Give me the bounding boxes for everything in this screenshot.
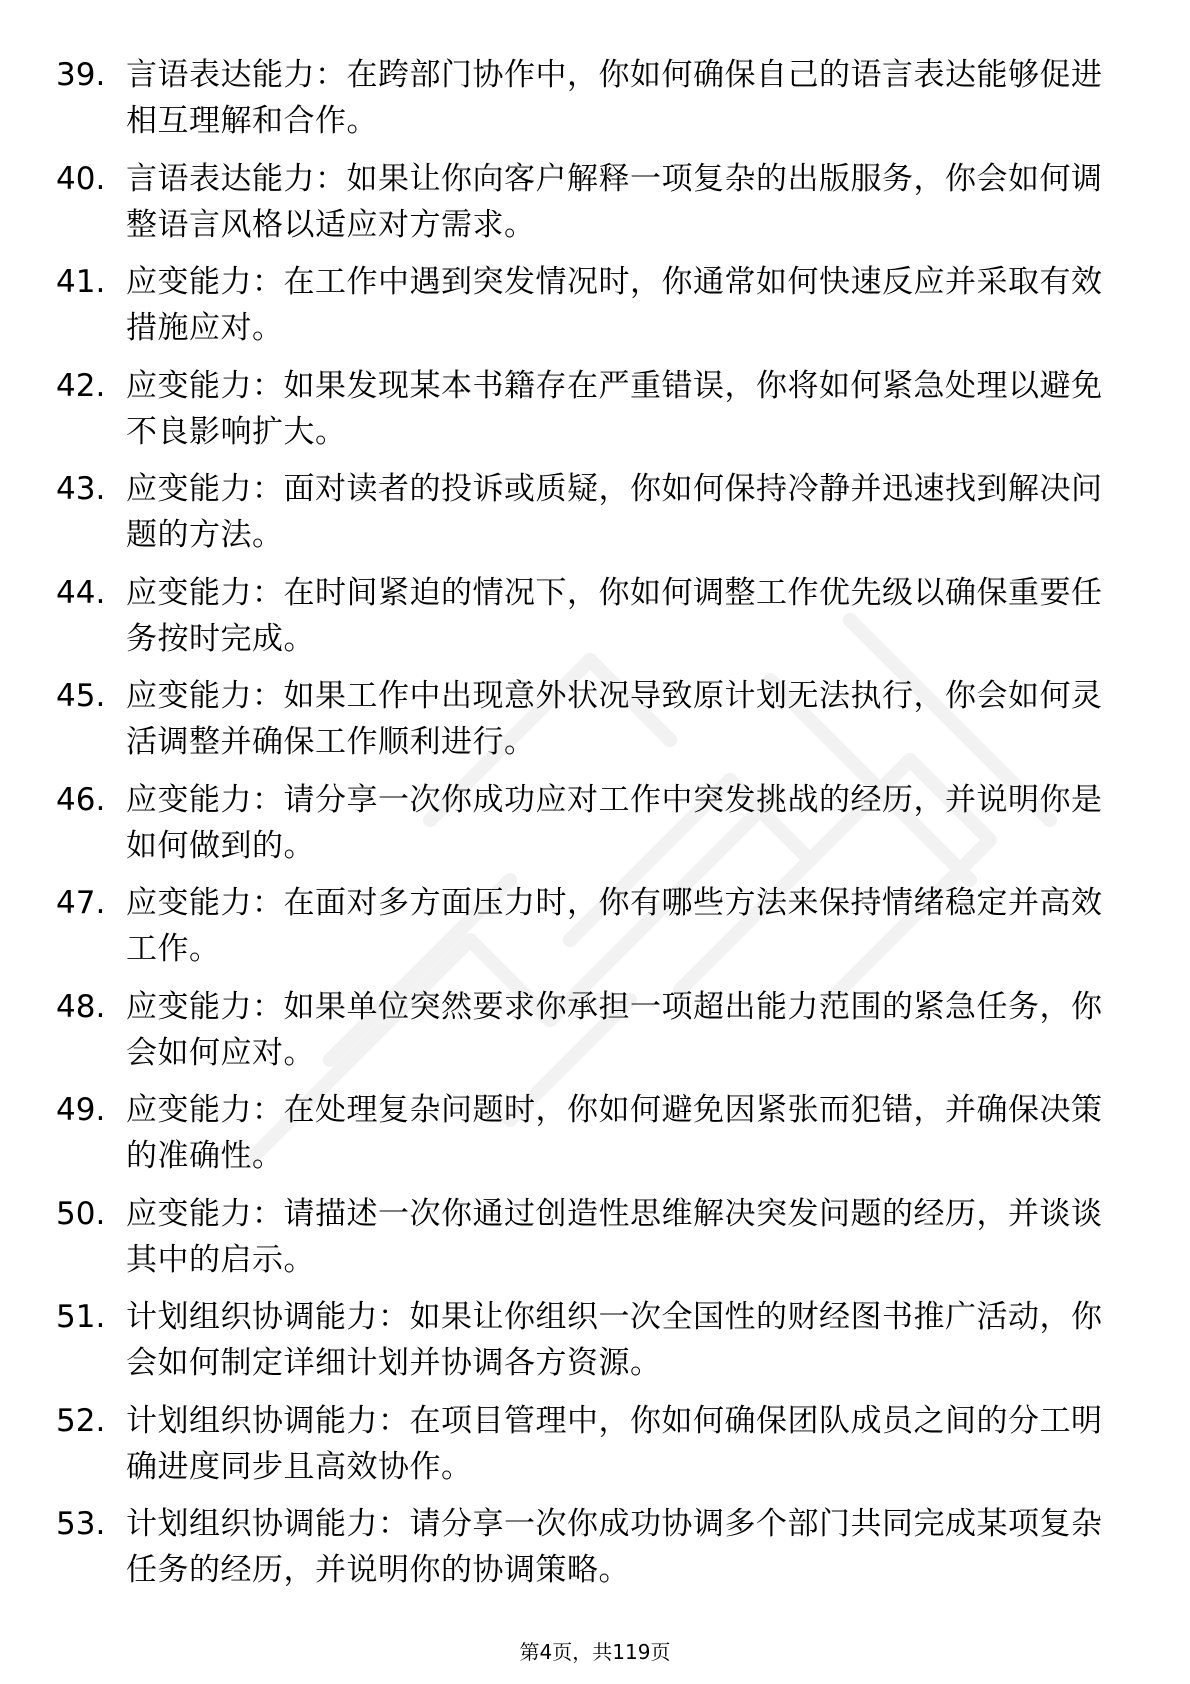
list-item bbox=[0, 1087, 1190, 1191]
question-text: 计划组织协调能力：请分享一次你成功协调多个部门共同完成某项复杂任务的经历，并说明你的协调策略。 bbox=[126, 1506, 1103, 1588]
question-text: 言语表达能力：在跨部门协作中，你如何确保自己的语言表达能够促进相互理解和合作。 bbox=[126, 57, 1103, 139]
question-number: 53. bbox=[56, 1506, 106, 1542]
question-number: 50. bbox=[56, 1195, 106, 1232]
question-list bbox=[0, 52, 1190, 1605]
question-number: 51. bbox=[56, 1299, 106, 1335]
question-text: 应变能力：请描述一次你通过创造性思维解决突发问题的经历，并谈谈其中的启示。 bbox=[126, 1195, 1103, 1278]
list-item bbox=[0, 259, 1190, 363]
list-item bbox=[0, 466, 1190, 570]
list-item bbox=[0, 1398, 1190, 1502]
page-number-label: 第4页，共119页 bbox=[519, 1640, 671, 1664]
question-number: 46. bbox=[56, 781, 106, 818]
list-item bbox=[0, 1294, 1190, 1398]
question-number: 42. bbox=[56, 367, 106, 404]
question-text: 应变能力：如果工作中出现意外状况导致原计划无法执行，你会如何灵活调整并确保工作顺利进行。 bbox=[126, 678, 1103, 760]
question-number: 48. bbox=[56, 988, 106, 1025]
question-text: 应变能力：在处理复杂问题时，你如何避免因紧张而犯错，并确保决策的准确性。 bbox=[126, 1092, 1103, 1174]
question-number: 44. bbox=[56, 574, 106, 611]
question-text: 言语表达能力：如果让你向客户解释一项复杂的出版服务，你会如何调整语言风格以适应对方需求。 bbox=[126, 160, 1103, 243]
list-item bbox=[0, 984, 1190, 1088]
question-text: 计划组织协调能力：如果让你组织一次全国性的财经图书推广活动，你会如何制定详细计划并协调各方资源。 bbox=[126, 1299, 1103, 1381]
question-number: 49. bbox=[56, 1092, 106, 1128]
question-number: 43. bbox=[56, 471, 106, 507]
question-number: 39. bbox=[56, 57, 106, 93]
list-item bbox=[0, 52, 1190, 156]
question-text: 应变能力：在时间紧迫的情况下，你如何调整工作优先级以确保重要任务按时完成。 bbox=[126, 574, 1103, 657]
question-text: 计划组织协调能力：在项目管理中，你如何确保团队成员之间的分工明确进度同步且高效协作。 bbox=[126, 1402, 1103, 1485]
list-item bbox=[0, 156, 1190, 260]
question-text: 应变能力：在面对多方面压力时，你有哪些方法来保持情绪稳定并高效工作。 bbox=[126, 885, 1103, 967]
page-footer bbox=[0, 1638, 1190, 1666]
question-number: 47. bbox=[56, 885, 106, 921]
list-item bbox=[0, 1191, 1190, 1295]
question-text: 应变能力：如果发现某本书籍存在严重错误，你将如何紧急处理以避免不良影响扩大。 bbox=[126, 367, 1103, 450]
question-number: 45. bbox=[56, 678, 106, 714]
question-text: 应变能力：面对读者的投诉或质疑，你如何保持冷静并迅速找到解决问题的方法。 bbox=[126, 471, 1103, 553]
list-item bbox=[0, 673, 1190, 777]
question-text: 应变能力：请分享一次你成功应对工作中突发挑战的经历，并说明你是如何做到的。 bbox=[126, 781, 1103, 864]
question-number: 41. bbox=[56, 264, 106, 300]
list-item bbox=[0, 363, 1190, 467]
list-item bbox=[0, 570, 1190, 674]
question-text: 应变能力：如果单位突然要求你承担一项超出能力范围的紧急任务，你会如何应对。 bbox=[126, 988, 1103, 1071]
list-item bbox=[0, 880, 1190, 984]
list-item bbox=[0, 777, 1190, 881]
question-text: 应变能力：在工作中遇到突发情况时，你通常如何快速反应并采取有效措施应对。 bbox=[126, 264, 1103, 346]
question-number: 52. bbox=[56, 1402, 106, 1439]
list-item bbox=[0, 1501, 1190, 1605]
question-number: 40. bbox=[56, 160, 106, 197]
